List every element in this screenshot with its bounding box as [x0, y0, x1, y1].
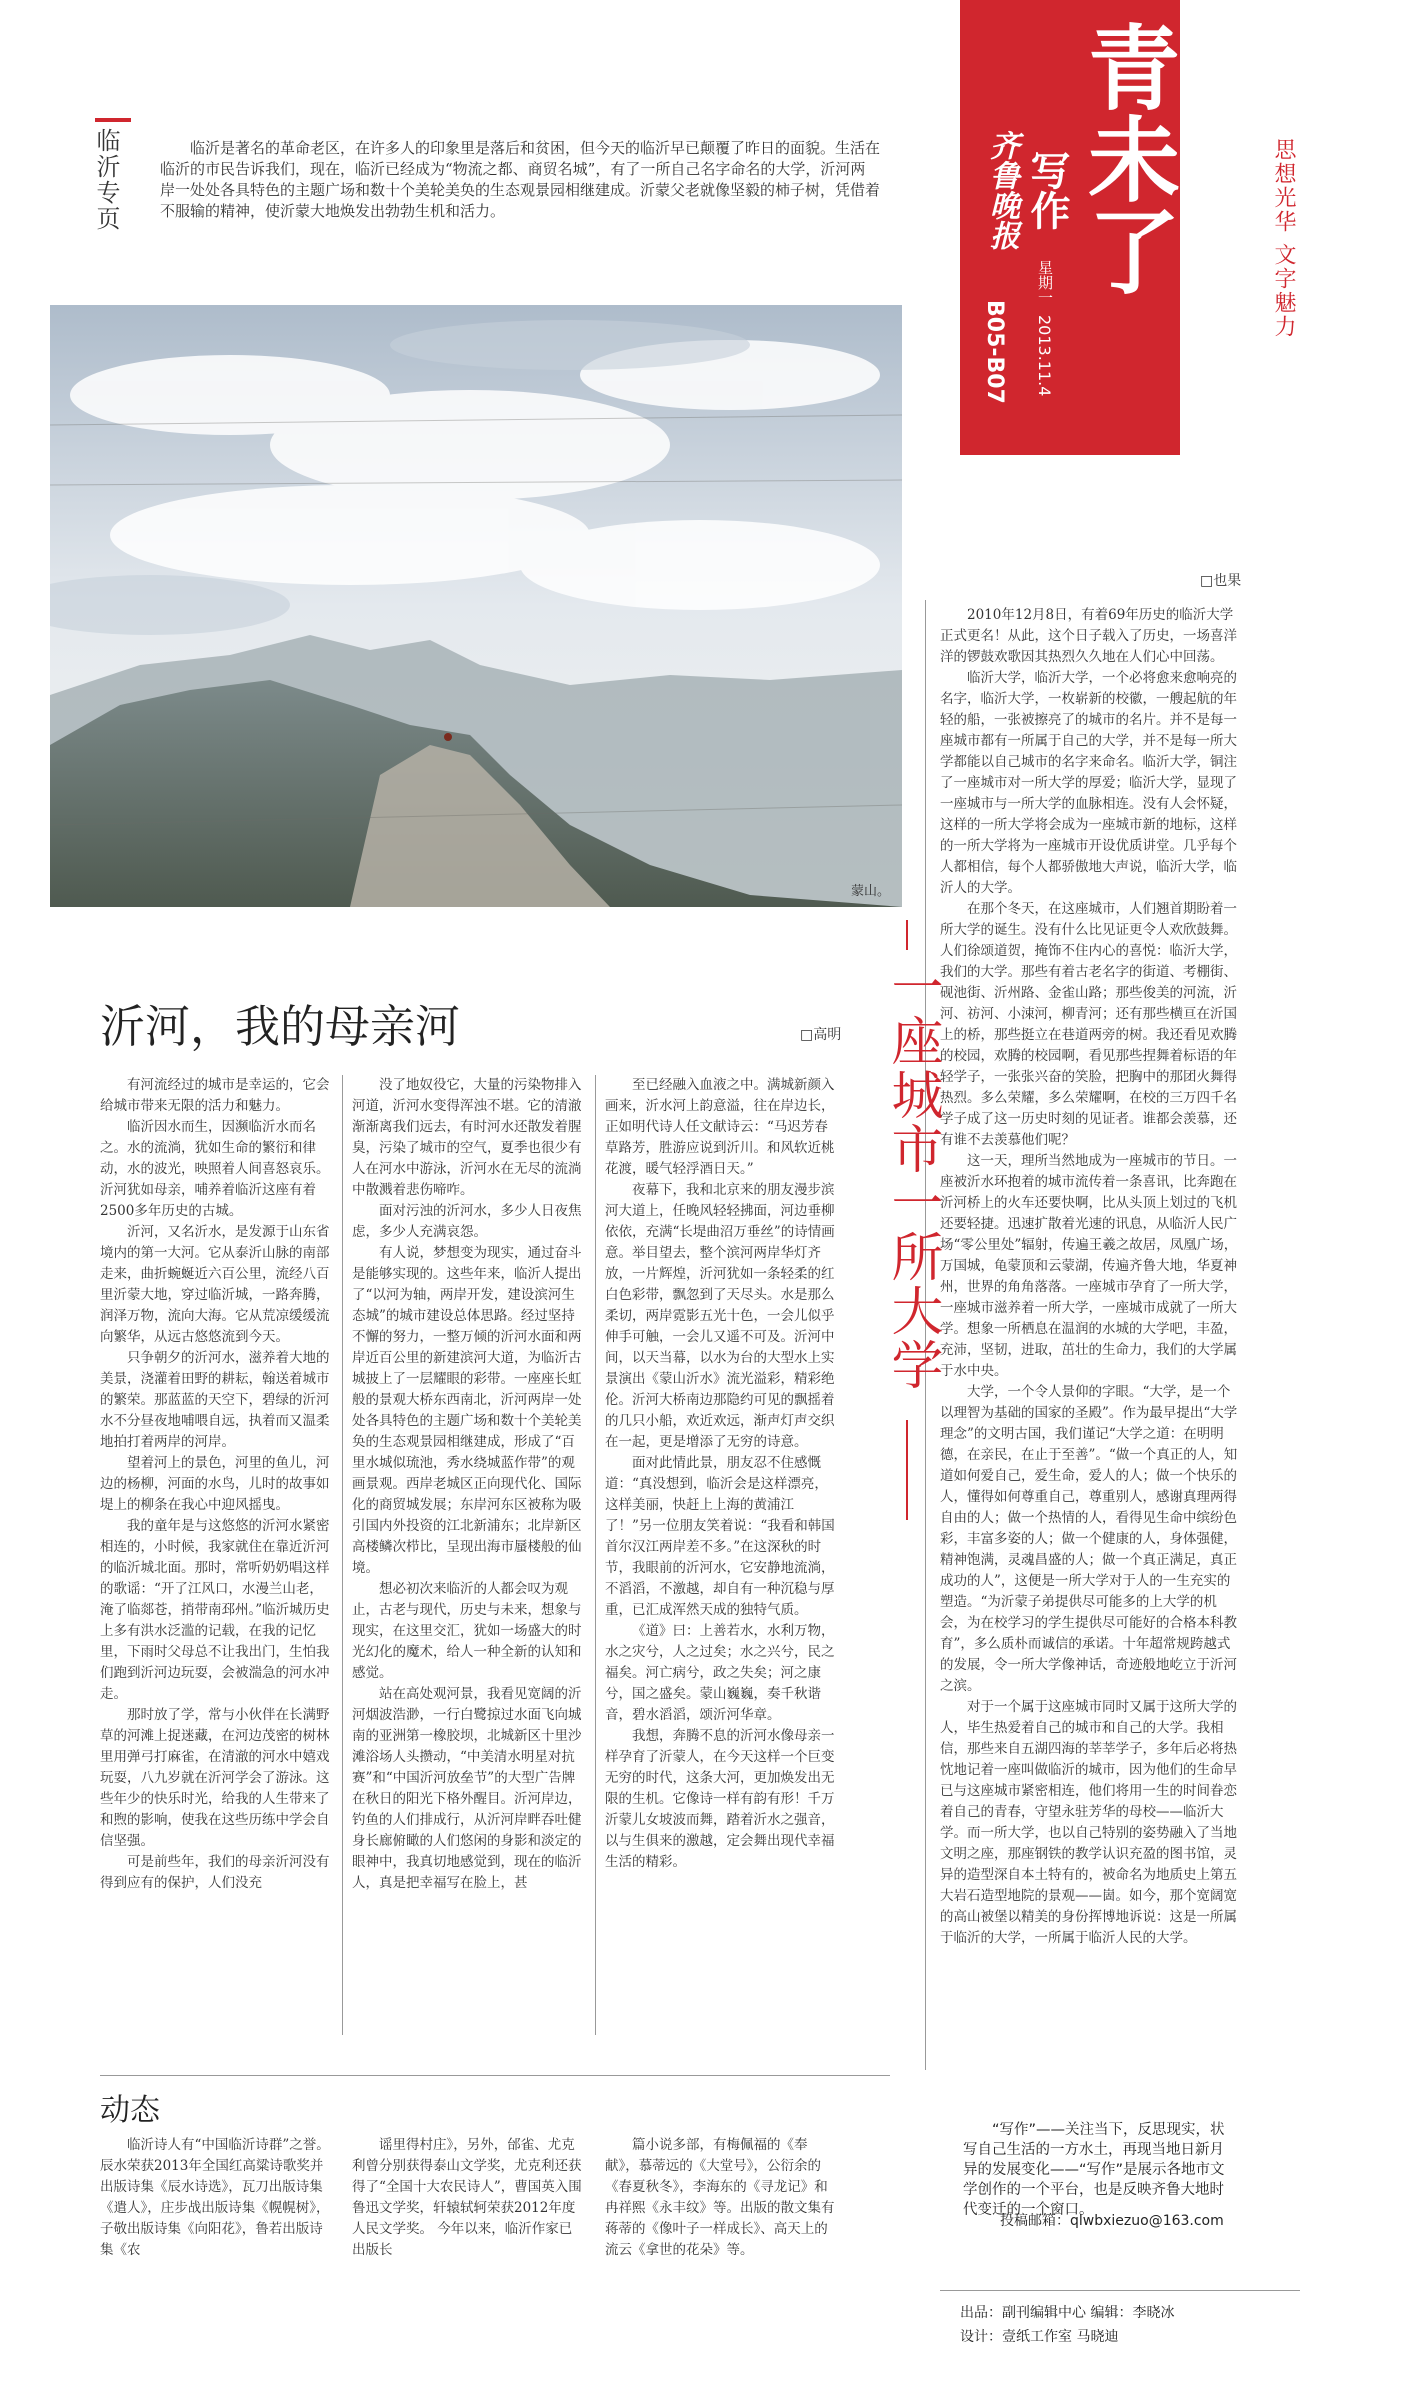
paragraph: 临沂诗人有“中国临沂诗群”之誉。辰水荣获2013年全国红高粱诗歌奖并出版诗集《辰水诗选》，瓦刀出版诗集《遣人》，庄步战出版诗集《幌幌树》，子敬出版诗集《向阳花》，鲁若出版诗集《农	[100, 2137, 330, 2258]
paragraph: “写作”——关注当下，反思现实，状写自己生活的一方水土，再现当地日新月异的发展变化——“写作”是展示各地市文学创作的一个平台，也是反映齐鲁大地时代变迁的一个窗口。	[963, 2122, 1225, 2218]
paragraph: 篇小说多部，有梅佩福的《奉献》，慕蒂远的《大堂号》，公衍余的《春夏秋冬》，李海东的《寻龙记》和冉祥熙《永丰纹》等。出版的散文集有蒋蒂的《像叶子一样成长》、高天上的流云《拿世的花朵》等。	[605, 2137, 835, 2258]
section-label: 临沂专页	[92, 128, 120, 232]
issue-date: 2013.11.4	[1035, 315, 1054, 397]
paragraph: 临沂大学，临沂大学，一个必将愈来愈响亮的名字，临沂大学，一枚崭新的校徽，一艘起航的年轻的船，一张被擦亮了的城市的名片。并不是每一座城市都有一所属于自己的大学，并不是每一所大学都能以自己城市的名字来命名。临沂大学，铜注了一座城市对一所大学的厚爱；临沂大学，显现了一座城市与一所大学的血脉相连。没有人会怀疑，这样的一所大学将会成为一座城市新的地标，这样的一所大学将为一座城市开设优质讲堂。几乎每个人都相信，每个人都骄傲地大声说，临沂大学，临沂人的大学。	[940, 670, 1237, 896]
footer-credits-1: 出品：副刊编辑中心 编辑：李晓冰	[960, 2305, 1175, 2321]
dongtai-column-1	[100, 2135, 330, 2261]
issue-weekday: 星期一	[1036, 260, 1054, 305]
photo-caption: 蒙山。	[850, 884, 890, 899]
column-intro-box	[963, 2120, 1233, 2220]
main-article-author: □高明	[800, 1027, 842, 1043]
title-accent-line-bottom	[906, 1420, 908, 1520]
page-range: B05-B07	[982, 300, 1007, 404]
column-divider	[595, 1075, 596, 2035]
paragraph: 面对污浊的沂河水，多少人日夜焦虑，多少人充满哀怨。	[352, 1203, 582, 1240]
paragraph: 夜幕下，我和北京来的朋友漫步滨河大道上，任晚风轻轻拂面，河边垂柳依依，充满“长堤曲沼万垂丝”的诗情画意。举目望去，整个滨河两岸华灯齐放，一片辉煌，沂河犹如一条轻柔的红白色彩带，飘忽到了天尽头。水是那么柔切，两岸霓影五光十色，一会儿似乎伸手可触，一会儿又遥不可及。沂河中间，以天当幕，以水为台的大型水上实景演出《蒙山沂水》流光溢彩，精彩绝伦。沂河大桥南边那隐约可见的飘摇着的几只小船，欢近欢远，渐声灯声交织在一起，更是增添了无穷的诗意。	[605, 1182, 835, 1450]
masthead-title: 青未了	[1073, 20, 1180, 296]
paragraph: 面对此情此景，朋友忍不住感慨道：“真没想到，临沂会是这样漂亮，这样美丽，快赶上上海的黄浦江了！”另一位朋友笑着说：“我看和韩国首尔汉江两岸差不多。”在这深秋的时节，我眼前的沂河水，它安静地流淌，不滔滔，不激越，却自有一种沉稳与厚重，已汇成浑然天成的独特气质。	[605, 1455, 835, 1618]
footer-credits-2: 设计：壹纸工作室 马晓迪	[960, 2329, 1119, 2345]
submission-email: 投稿邮箱：qlwbxiezuo@163.com	[1000, 2213, 1224, 2229]
paragraph: 临沂因水而生，因濒临沂水而名之。水的流淌，犹如生命的繁衍和律动，水的波光，映照着人间喜怒哀乐。沂河犹如母亲，哺养着临沂这座有着2500多年历史的古城。	[100, 1119, 330, 1219]
paragraph: 对于一个属于这座城市同时又属于这所大学的人，毕生热爱着自己的城市和自己的大学。我相信，那些来自五湖四海的莘莘学子，多年后必将热忱地记着一座叫做临沂的城市，因为他们的生命早已与这座城市紧密相连，他们将用一生的时间眷恋着自己的青春，守望永驻芳华的母校——临沂大学。而一所大学，也以自己特别的姿势融入了当地文明之座，那座钢铁的教学认识充盈的图书馆，灵异的造型深自本土特有的，被命名为地质史上第五大岩石造型地院的景观——崮。如今，那个宽阔宽的高山被堡以精美的身份挥博地诉说：这是一所属于临沂的大学，一所属于临沂人民的大学。	[940, 1699, 1237, 1946]
paragraph: 沂河，又名沂水，是发源于山东省境内的第一大河。它从泰沂山脉的南部走来，曲折蜿蜒近六百公里，流经八百里沂蒙大地，穿过临沂城，一路奔腾，润泽万物，流向大海。它从荒凉缓缓流向繁华，从远古悠悠流到今天。	[100, 1224, 330, 1345]
paragraph: 2010年12月8日，有着69年历史的临沂大学正式更名！从此，这个日子载入了历史，一场喜洋洋的锣鼓欢歌因其热烈久久地在人们心中回荡。	[940, 607, 1237, 665]
paragraph: 那时放了学，常与小伙伴在长满野草的河滩上捉迷藏，在河边茂密的树林里用弹弓打麻雀，在清澈的河水中嬉戏玩耍，八九岁就在沂河学会了游泳。这些年少的快乐时光，给我的人生带来了和煦的影响，使我在这些历练中学会自信坚强。	[100, 1707, 330, 1849]
footer-divider	[940, 2290, 1300, 2291]
paragraph: 没了地奴役它，大量的污染物排入河道，沂河水变得浑浊不堪。它的清澈渐渐离我们远去，有时河水还散发着腥臭，污染了城市的空气，夏季也很少有人在河水中游泳，沂河水在无尽的流淌中散溅着悲伤啼咋。	[352, 1077, 582, 1198]
hiker-figure	[444, 733, 452, 741]
main-article-column-1	[100, 1075, 330, 1894]
paragraph: 《道》曰：上善若水，水利万物，水之灾兮，人之过矣；水之兴兮，民之福矣。河亡病兮，政之失矣；河之康兮，国之盛矣。蒙山巍巍，奏千秋谐音，碧水滔滔，颂沂河华章。	[605, 1623, 835, 1723]
paragraph: 我的童年是与这悠悠的沂河水紧密相连的，小时候，我家就住在靠近沂河的临沂城北面。那时，常听奶奶唱这样的歌谣：“开了江风口，水漫兰山老，淹了临郯苍，捎带南邳州。”临沂城历史上多有洪水泛滥的记载，在我的记忆里，下雨时父母总不让我出门，生怕我们跑到沂河边玩耍，会被湍急的河水冲走。	[100, 1518, 330, 1702]
paragraph: 这一天，理所当然地成为一座城市的节日。一座被沂水环抱着的城市流传着一条喜讯，比奔跑在沂河桥上的火车还要快啊，比从头顶上划过的飞机还要轻捷。迅速扩散着光速的讯息，从临沂人民广场“零公里处”辐射，传遍王羲之故居，凤凰广场，万国城，龟蒙顶和云蒙湖，传遍齐鲁大地，华夏神州，世界的角角落落。一座城市孕育了一所大学，一座城市滋养着一所大学，一座城市成就了一所大学。想象一所栖息在温润的水城的大学吧，丰盈，充沛，坚韧，进取，茁壮的生命力，我们的大学属于水中央。	[940, 1153, 1238, 1379]
landscape-illustration	[50, 305, 902, 907]
section-name: 写作	[1024, 150, 1070, 230]
dongtai-title: 动态	[100, 2093, 160, 2128]
paragraph: 只争朝夕的沂河水，滋养着大地的美景，浇灌着田野的耕耘，翰送着城市的繁荣。那蓝蓝的天空下，碧绿的沂河水不分昼夜地哺喂自远，执着而又温柔地拍打着两岸的河岸。	[100, 1350, 330, 1450]
brand-logo: 齐鲁晚报	[984, 130, 1019, 250]
paragraph: 我想，奔腾不息的沂河水像母亲一样孕育了沂蒙人，在今天这样一个巨变无穷的时代，这条大河，更加焕发出无限的生机。它像诗一样有韵有形！千万沂蒙儿女坡波而舞，踏着沂水之强音，以与生俱来的激越，定会舞出现代幸福生活的精彩。	[605, 1728, 835, 1870]
dongtai-column-2	[352, 2135, 582, 2261]
paragraph: 有河流经过的城市是幸运的，它会给城市带来无限的活力和魅力。	[100, 1077, 330, 1114]
paragraph: 谣里得村庄》，另外，邰雀、尤克利曾分别获得泰山文学奖，尤克利还获得了“全国十大农民诗人”，曹国英入围鲁迅文学奖，轩辕轼轲荣获2012年度人民文学奖。 今年以来，临沂作家已出版长	[352, 2137, 582, 2258]
intro-paragraph: 临沂是著名的革命老区，在许多人的印象里是落后和贫困，但今天的临沂早已颠覆了昨日的面貌。生活在临沂的市民告诉我们，现在，临沂已经成为“物流之都、商贸名城”，有了一所自己名字命名的大学，沂河两岸一处处各具特色的主题广场和数十个美轮美奂的生态观景园相继建成。沂蒙父老就像坚毅的柿子树，凭借着不服输的精神，使沂蒙大地焕发出勃勃生机和活力。	[160, 139, 881, 220]
column-divider	[342, 1075, 343, 2035]
main-article-column-3	[605, 1075, 835, 1873]
section-accent-bar	[95, 118, 131, 122]
main-article-column-2	[352, 1075, 582, 1894]
dongtai-column-3	[605, 2135, 835, 2261]
univ-article-body	[940, 605, 1240, 1949]
paragraph: 站在高处观河景，我看见宽阔的沂河烟波浩渺，一行白鹭掠过水面飞向城南的亚洲第一橡胶坝，北城新区十里沙滩浴场人头攒动，“中美清水明星对抗赛”和“中国沂河放垒节”的大型广告牌在秋日的阳光下格外醒目。沂河岸边，钓鱼的人们排成行，从沂河岸畔吞吐健身长廊俯瞰的人们悠闲的身影和淡定的眼神中，我真切地感觉到，现在的临沂人，真是把幸福写在脸上，甚	[352, 1686, 582, 1891]
paragraph: 在那个冬天，在这座城市，人们翘首期盼着一所大学的诞生。没有什么比见证更令人欢欣鼓舞。人们徐颂道贺，掩饰不住内心的喜悦：临沂大学，我们的大学。那些有着古老名字的街道、考棚街、砚池街、沂州路、金雀山路；那些俊美的河流，沂河、祊河、小涑河，柳青河；还有那些横亘在沂国上的桥，那些挺立在巷道两旁的树。我还看见欢腾的校园，欢腾的校园啊，看见那些捏舞着标语的年轻学子，一张张兴奋的笑脸，把胸中的那团火舞得热烈。多么荣耀，多么荣耀啊，在校的三万四千名学子成了这一历史时刻的见证者。谁都会羡慕，还有谁不去羡慕他们呢？	[940, 901, 1237, 1148]
slogan: 思想光华 文字魅力	[1271, 138, 1296, 339]
univ-article-title: 一座城市一所大学	[882, 960, 942, 1392]
section-divider	[100, 2075, 890, 2076]
paragraph: 望着河上的景色，河里的鱼儿，河边的杨柳，河面的水鸟，儿时的故事如堤上的柳条在我心中迎风摇曳。	[100, 1455, 330, 1513]
paragraph: 想必初次来临沂的人都会叹为观止，古老与现代，历史与未来，想象与现实，在这里交汇，犹如一场盛大的时光幻化的魔术，给人一种全新的认知和感觉。	[352, 1581, 582, 1681]
photo-credit: □也果	[1200, 573, 1242, 589]
title-accent-line-top	[906, 920, 908, 950]
paragraph: 可是前些年，我们的母亲沂河没有得到应有的保护，人们没充	[100, 1854, 330, 1891]
paragraph: 至已经融入血液之中。满城新颜入画来，沂水河上韵意溢，往在岸边长，正如明代诗人任文献诗云：“马迟芳春草路芳，胜游应说到沂川。和风软近桃花渡，暖气轻浮酒日天。”	[605, 1077, 835, 1177]
main-article-title: 沂河，我的母亲河	[100, 1000, 461, 1053]
paragraph: 大学，一个令人景仰的字眼。“大学，是一个以理智为基础的国家的圣殿”。作为最早提出“大学理念”的文明古国，我们谨记“大学之道：在明明德，在亲民，在止于至善”。“做一个真正的人，知道如何爱自己，爱生命，爱人的人；做一个快乐的人，懂得如何尊重自己，尊重别人，感谢真理两得自由的人；做一个热情的人，看得见生命中缤纷色彩，丰富多姿的人；做一个健康的人，身体强健，精神饱满，灵魂昌盛的人；做一个真正满足，真正成功的人”，这便是一所大学对于人的一生充实的塑造。“为沂蒙子弟提供尽可能多的上大学的机会，为在校学习的学生提供尽可能好的合格本科教育”，多么质朴而诚信的承诺。十年超常规跨越式的发展，令一所大学像神话，奇迹般地屹立于沂河之滨。	[940, 1384, 1238, 1694]
paragraph: 有人说，梦想变为现实，通过奋斗是能够实现的。这些年来，临沂人提出了“以河为轴，两岸开发，建设滨河生态城”的城市建设总体思路。经过坚持不懈的努力，一整万倾的沂河水面和两岸近百公里的新建滨河大道，为临沂古城披上了一层耀眼的彩带。一座座长虹般的景观大桥东西南北，沂河两岸一处处各具特色的主题广场和数十个美轮美奂的生态观景园相继建成，形成了“百里水城似琉池，秀水绕城蓝作带”的观画景观。西岸老城区正向现代化、国际化的商贸城发展；东岸河东区被称为吸引国内外投资的江北新浦东；北岸新区高楼鳞次栉比，呈现出海市蜃楼般的仙境。	[352, 1245, 582, 1576]
hero-photo-mount-meng	[50, 305, 902, 907]
